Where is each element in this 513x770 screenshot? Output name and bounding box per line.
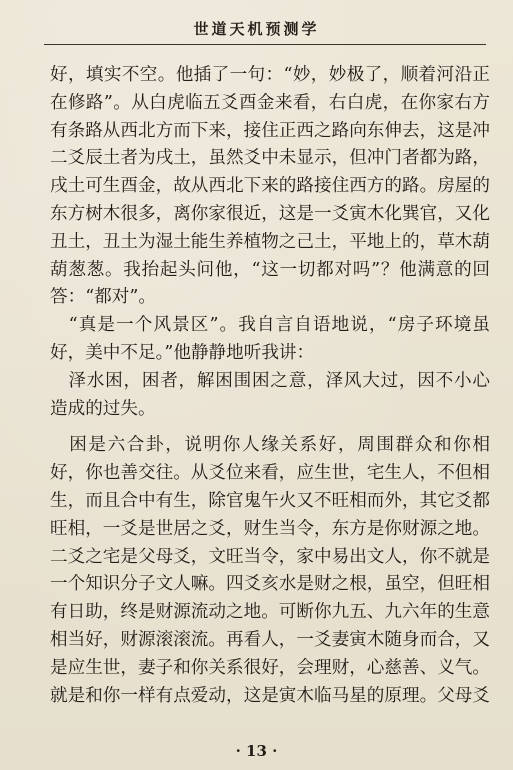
text-line: 在修路”。从白虎临五爻酉金来看，右白虎，在你家右方 xyxy=(50,92,490,113)
text-line: 二爻之宅是父母爻，文旺当令，家中易出文人，你不就是 xyxy=(50,546,490,567)
header-divider xyxy=(44,44,486,45)
text-line: 戌土可生酉金，故从西北下来的路接住西方的路。房屋的 xyxy=(50,176,490,197)
text-line: 好，美中不足。”他静静地听我讲： xyxy=(50,342,315,363)
text-line: 就是和你一样有点爱动，这是寅木临马星的原理。父母爻 xyxy=(50,685,490,706)
text-line: 好，你也善交往。从爻位来看，应生世，宅生人，不但相 xyxy=(50,463,490,484)
text-line: 生，而且合中有生，除官鬼午火又不旺相而外，其它爻都 xyxy=(50,490,490,511)
text-line: 相当好，财源滚滚流。再看人，一爻妻寅木随身而合，又 xyxy=(50,629,490,650)
text-line: 好，填实不空。他插了一句：“妙，妙极了，顺着河沿正 xyxy=(50,65,490,85)
body-text xyxy=(50,62,490,710)
text-line: 葫葱葱。我抬起头问他，“这一切都对吗”？他满意的回 xyxy=(50,259,490,280)
text-line: 泽水困，困者，解困围困之意，泽风大过，因不小心 xyxy=(50,370,490,391)
text-line: 丑土，丑土为湿土能生养植物之己土，平地上的，草木葫 xyxy=(50,231,490,252)
page-number: · 13 · xyxy=(235,742,278,760)
text-line: 有条路从西北方而下来，接住正西之路向东伸去，这是冲 xyxy=(50,120,490,141)
text-line: 有日助，终是财源流动之地。可断你九五、九六年的生意 xyxy=(50,602,490,623)
text-line: 困是六合卦，说明你人缘关系好，周围群众和你相 xyxy=(50,435,490,456)
text-line: 东方树木很多，离你家很近，这是一爻寅木化巽官，又化 xyxy=(50,203,490,224)
text-line: 二爻辰土者为戌土，虽然爻中未显示，但冲门者都为路， xyxy=(50,148,490,169)
text-line: 是应生世，妻子和你关系很好，会理财，心慈善、义气。 xyxy=(50,657,490,678)
running-header: 世道天机预测学 xyxy=(193,20,320,38)
text-line: 造成的过失。 xyxy=(50,398,156,419)
text-line: 答：“都对”。 xyxy=(50,287,156,308)
text-line: 旺相，一爻是世居之爻，财生当令，东方是你财源之地。 xyxy=(50,518,490,539)
text-line: 一个知识分子文人嘛。四爻亥水是财之根，虽空，但旺相 xyxy=(50,574,490,595)
text-line: “真是一个风景区”。我自言自语地说，“房子环境虽 xyxy=(50,315,490,336)
